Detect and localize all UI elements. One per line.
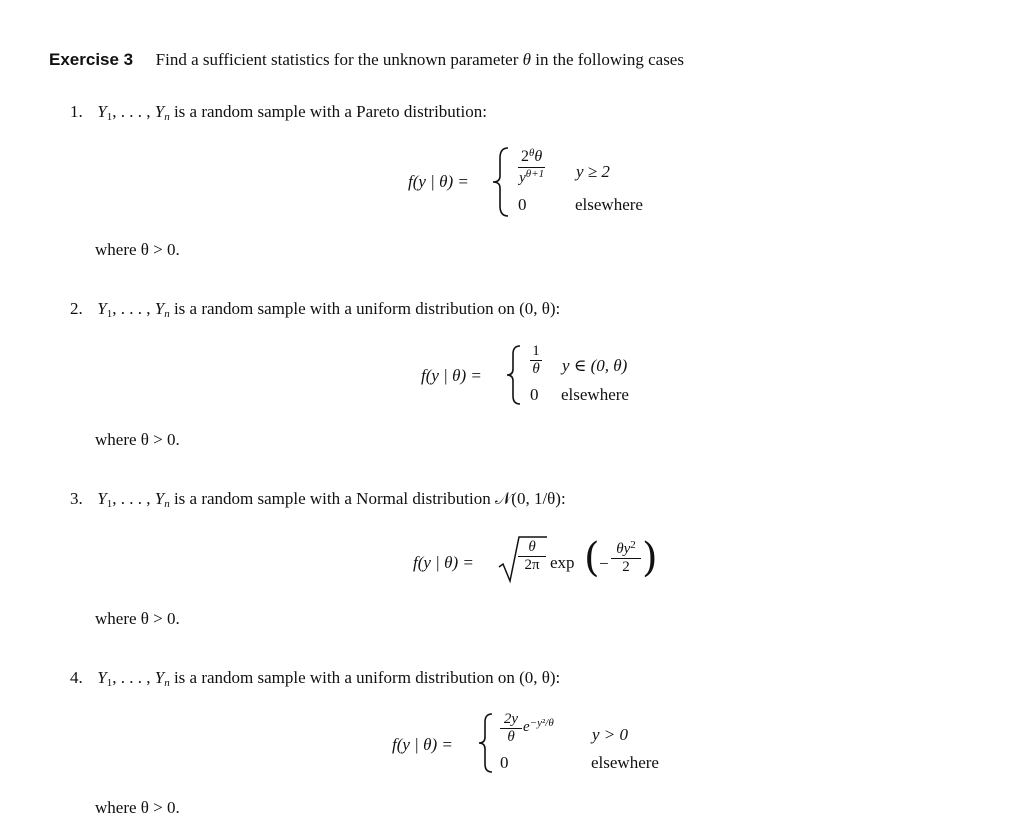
item-intro-text: is a random sample with a Normal distribution 𝒩(0, 1/θ): [173, 489, 566, 508]
item-4-case1-frac: 2y θ [500, 711, 522, 746]
item-2-case1-frac: 1 θ [530, 343, 542, 378]
item-1-brace [490, 146, 512, 218]
item-4-brace [476, 712, 496, 774]
item-2-intro: 2. $Y_1$, . . . , $Y_n$ is a random sample with a uniform distribution on (0, θ): [70, 299, 561, 320]
item-intro-text: is a random sample with a uniform distribution on (0, θ): [173, 299, 561, 318]
item-3-sqrt-frac: θ 2π [518, 539, 546, 574]
item-3-intro: 3. $Y_1$, . . . , $Y_n$ is a random sample with a Normal distribution 𝒩(0, 1/θ): [70, 489, 566, 510]
item-3-where: where θ > 0. [95, 609, 180, 628]
item-4-intro: 4. $Y_1$, . . . , $Y_n$ is a random sample with a uniform distribution on (0, θ): [70, 668, 561, 689]
item-4-case1-exp: $e^{-y^2/\theta}$ [523, 717, 554, 735]
item-1-intro: 1. $Y_1$, . . . , $Y_n$ is a random sample with a Pareto distribution: [70, 102, 487, 123]
item-1-case1-cond: y ≥ 2 [576, 162, 610, 181]
item-2-case2-cond: elsewhere [561, 385, 629, 404]
item-2-case2-val: 0 [530, 385, 539, 404]
item-4-where: where θ > 0. [95, 798, 180, 817]
item-number: 4. [70, 668, 83, 687]
item-1-lhs: f(y | θ) = [408, 172, 469, 191]
item-3-exp: exp [550, 553, 575, 572]
item-2-lhs: f(y | θ) = [421, 366, 482, 385]
item-3-exp-frac: $\theta y^2$ 2 [611, 539, 641, 576]
item-2-case1-cond: y ∈ (0, θ) [562, 356, 628, 375]
exercise-heading [49, 50, 684, 70]
item-4-lhs: f(y | θ) = [392, 735, 453, 754]
item-number: 1. [70, 102, 83, 121]
item-1-case1-frac: $2^\theta\theta$ $y^{\theta+1}$ [519, 147, 545, 186]
item-4-case2-cond: elsewhere [591, 753, 659, 772]
item-4-case2-val: 0 [500, 753, 509, 772]
item-number: 2. [70, 299, 83, 318]
item-2-where: where θ > 0. [95, 430, 180, 449]
exercise-text-a: Find a sufficient statistics for the unknown parameter [155, 50, 519, 69]
item-1-case2-cond: elsewhere [575, 195, 643, 214]
item-number: 3. [70, 489, 83, 508]
item-4-case1-cond: y > 0 [592, 725, 629, 744]
item-1-case2-val: 0 [518, 195, 527, 214]
item-intro-text: is a random sample with a Pareto distribution: [173, 102, 487, 121]
item-intro-text: is a random sample with a uniform distribution on (0, θ): [173, 668, 561, 687]
item-1-where: where θ > 0. [95, 240, 180, 259]
item-3-lhs: f(y | θ) = [413, 553, 474, 572]
item-2-brace [504, 344, 524, 406]
item-3-paren-left: ( [584, 535, 600, 581]
exercise-text-b: in the following cases [535, 50, 684, 69]
exercise-theta: θ [522, 50, 531, 69]
item-3-paren-right: ) [642, 535, 658, 581]
exercise-label: Exercise 3 [49, 50, 134, 69]
item-3-minus: − [599, 554, 609, 573]
